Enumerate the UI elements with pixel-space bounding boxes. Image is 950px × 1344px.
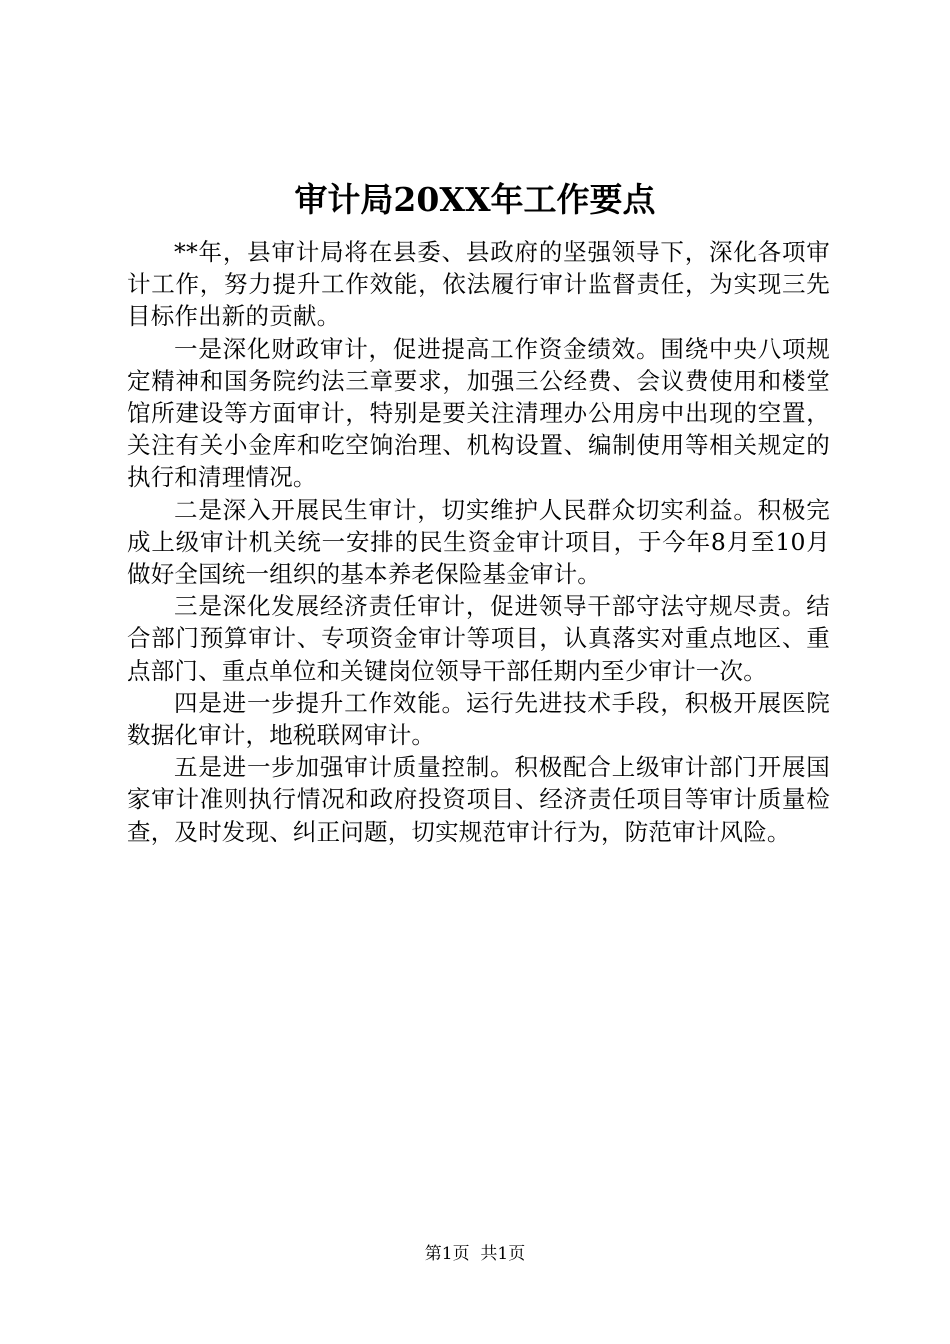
paragraph-intro: **年，县审计局将在县委、县政府的坚强领导下，深化各项审计工作，努力提升工作效能，依法履行审计监督责任，为实现三先目标作出新的贡献。 bbox=[127, 238, 830, 331]
paragraph-economic-responsibility-audit: 三是深化发展经济责任审计，促进领导干部守法守规尽责。结合部门预算审计、专项资金审计等项目，认真落实对重点地区、重点部门、重点单位和关键岗位领导干部任期内至少审计一次。 bbox=[127, 592, 830, 685]
paragraph-work-efficiency: 四是进一步提升工作效能。运行先进技术手段，积极开展医院数据化审计，地税联网审计。 bbox=[127, 688, 830, 750]
paragraph-fiscal-audit: 一是深化财政审计，促进提高工作资金绩效。围绕中央八项规定精神和国务院约法三章要求，加强三公经费、会议费使用和楼堂馆所建设等方面审计，特别是要关注清理办公用房中出现的空置，关注有关小金库和吃空饷治理、机构设置、编制使用等相关规定的执行和清理情况。 bbox=[127, 334, 830, 492]
document-body bbox=[127, 236, 830, 848]
document-title: 审计局20XX年工作要点 bbox=[294, 180, 656, 219]
paragraph-quality-control: 五是进一步加强审计质量控制。积极配合上级审计部门开展国家审计准则执行情况和政府投资项目、经济责任项目等审计质量检查，及时发现、纠正问题，切实规范审计行为，防范审计风险。 bbox=[127, 753, 830, 846]
page-footer bbox=[0, 1242, 950, 1266]
paragraph-livelihood-audit: 二是深入开展民生审计，切实维护人民群众切实利益。积极完成上级审计机关统一安排的民生资金审计项目，于今年8月至10月做好全国统一组织的基本养老保险基金审计。 bbox=[127, 495, 830, 589]
page-number: 第1页 bbox=[424, 1244, 470, 1264]
page-total: 共1页 bbox=[480, 1244, 526, 1264]
